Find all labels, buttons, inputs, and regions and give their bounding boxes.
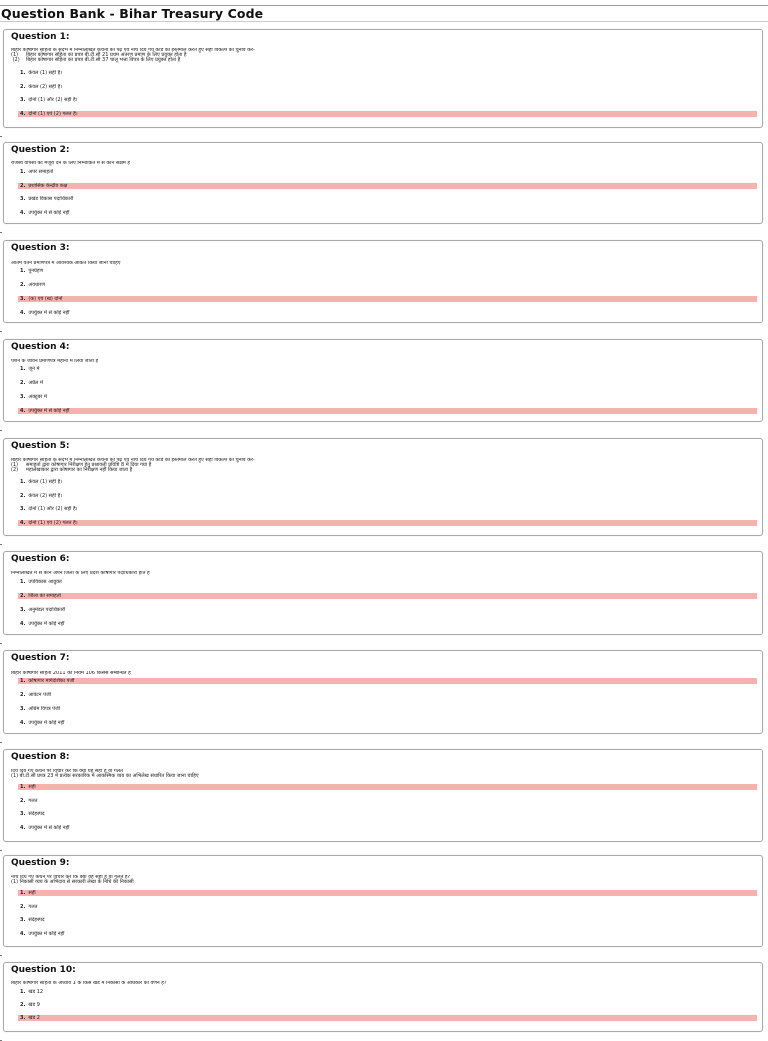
option-label: उपर्युक्त में से कोई नहीं [28,408,70,414]
separator-dot [0,643,2,644]
question-text: बिहार कोषागार संहिता के अध्याय 1 के किस खंड में निकासी के अधिकार का वर्णन है? [11,981,167,986]
question-heading: Question 9: [11,858,70,868]
option-number: 4. [20,621,26,627]
option-number: 4. [20,408,26,414]
option-label: गलत [28,797,38,804]
option-label: पुनर्ग्रहण [28,268,44,274]
option-number: 1. [20,678,26,684]
question-card [3,240,763,323]
option-label: प्रखंड विकास पदाधिकारी [28,196,74,202]
answer-option-highlighted[interactable] [18,296,757,302]
question-text: नीचे दिये गए कथन पर विचार करें कि क्या यह सही है या गलत है? (1) निकासी व्यय के अभिदाय से सरकारी लेखा के निधि की निकासी [11,875,134,885]
option-label: गलत [28,903,38,910]
question-card [3,551,763,635]
option-label: खंड 9 [28,1002,40,1008]
question-card [3,142,763,224]
answer-option[interactable] [20,798,757,804]
option-number: 1. [20,70,26,76]
title-divider [0,21,768,22]
answer-option[interactable] [20,97,757,103]
option-number: 3. [20,296,26,302]
question-card [3,855,763,947]
answer-option-highlighted[interactable] [18,784,757,790]
question-heading: Question 3: [11,243,70,253]
answer-option[interactable] [20,70,757,76]
option-number: 4. [20,310,26,316]
answer-option[interactable] [20,917,757,923]
answer-option[interactable] [20,479,757,485]
option-number: 2. [20,692,26,698]
option-number: 2. [20,593,26,599]
answer-option-highlighted[interactable] [18,890,757,896]
option-number: 2. [20,1002,26,1008]
question-heading: Question 5: [11,441,70,451]
option-number: 1. [20,784,26,790]
separator-dot [0,331,2,332]
option-label: सही [28,784,36,790]
option-number: 3. [20,97,26,103]
question-text: पेंशन के जीवन प्रमाणपत्र महीना में लिया जाता है [11,359,99,364]
separator-dot [0,232,2,233]
answer-option[interactable] [20,169,757,175]
question-heading: Question 6: [11,554,70,564]
question-text: दिये दिये गए कथन पर विचार करें कि क्या यह सही है या गलत (1) बी.टी.सी प्रपत्र 23 में प्रत्येक सरकारिक में आकस्मिक व्यय का अभिलेख संधारित किया जाना चाहिए [11,769,199,779]
option-label: आवंटन पंजी [28,692,52,698]
question-text: अंतिम वेतन प्रमाणपत्र में आवश्यक अंकित किया जाना चाहिए [11,261,121,266]
answer-option[interactable] [20,84,757,90]
question-heading: Question 10: [11,965,76,975]
option-label: केवल (2) सही है। [28,492,63,499]
answer-option[interactable] [20,506,757,512]
option-label: उपर्युक्त में कोई नहीं [28,621,65,627]
answer-option[interactable] [20,210,757,216]
answer-option[interactable] [20,904,757,910]
separator-dot [0,955,2,956]
option-label: सही [28,890,36,896]
option-number: 1. [20,366,26,372]
option-number: 3. [20,1015,26,1021]
option-number: 2. [20,380,26,386]
option-label: अपर समाहर्ता [28,169,54,175]
option-label: अवधारण [28,282,46,288]
answer-option[interactable] [20,380,757,386]
option-number: 2. [20,492,26,499]
option-label: जिला का समाहर्ता [28,593,61,599]
option-number: 4. [20,209,26,216]
answer-option[interactable] [20,607,757,613]
option-label: दोनों (1) एवं (2) गलत है। [28,519,78,526]
option-label: दोनों (1) और (2) सही है। [28,506,78,512]
answer-option[interactable] [20,366,757,372]
option-number: 2. [20,282,26,288]
answer-option-highlighted[interactable] [18,408,757,414]
answer-option[interactable] [20,621,757,627]
option-label: उपर्युक्त में कोई नहीं [28,930,65,937]
option-label: संदेहस्पद [28,811,45,817]
question-heading: Question 1: [11,32,70,42]
answer-option[interactable] [20,196,757,202]
option-number: 1. [20,169,26,175]
answer-option[interactable] [20,825,757,831]
question-card [3,962,763,1032]
option-label: उपर्युक्त में कोई नहीं [28,720,65,726]
option-label: खंड 12 [28,989,44,995]
answer-option[interactable] [20,310,757,316]
question-card [3,339,763,422]
option-number: 2. [20,797,26,804]
option-label: उपर्युक्त में से कोई नहीं [28,824,70,831]
option-label: दोनों (1) एवं (2) गलत है। [28,110,78,117]
option-label: प्रशासिक केन्द्रीय कक्ष [28,182,68,189]
answer-option-highlighted[interactable] [18,183,757,189]
option-number: 2. [20,182,26,189]
option-number: 3. [20,917,26,923]
option-number: 1. [20,890,26,896]
option-number: 3. [20,394,26,400]
answer-option[interactable] [20,706,757,712]
answer-option[interactable] [20,282,757,288]
option-number: 2. [20,83,26,90]
option-label: कोषागार मार्गदर्शिका पंजी [28,678,75,684]
separator-dot [0,742,2,743]
option-number: 4. [20,720,26,726]
answer-option[interactable] [20,493,757,499]
question-text: बिहार कोषागार संहिता 2011 का नियम 106 किससे सम्बन्धित है [11,671,131,676]
option-label: अनुमंडल पदाधिकारी [28,607,66,613]
option-number: 1. [20,579,26,585]
question-heading: Question 8: [11,752,70,762]
option-number: 1. [20,268,26,274]
option-number: 4. [20,519,26,526]
answer-option-highlighted[interactable] [18,111,757,117]
answer-option-highlighted[interactable] [18,678,757,684]
option-number: 3. [20,811,26,817]
separator-dot [0,430,2,431]
question-text: निम्नलिखित में से कौन अपने जिला के लिए प्रदेश कोषागार पदाधिकारी होते है [11,571,150,576]
answer-option[interactable] [20,989,757,995]
question-heading: Question 4: [11,342,70,352]
option-number: 3. [20,607,26,613]
option-number: 3. [20,196,26,202]
question-heading: Question 7: [11,653,70,663]
answer-option[interactable] [20,692,757,698]
option-number: 4. [20,930,26,937]
question-card [3,29,763,128]
option-label: अप्रैल में [28,380,44,386]
option-number: 3. [20,706,26,712]
question-text: बिहार कोषागार संहिता के संदर्भ में निम्नलिखित कथनों को पढ़ें एवं नीचे दिये गये कोड का इस्तेमाल करते हुए सही विकल्प का चुनाव करें- (1) बिहार कोषागार संहिता का प्रपत्र बी.टी.सी 21 प्रथम अंतरण प्रमाण के लिए प्रयुक्त होता है (2) बिहार कोषागार संहिता का प्रपत्र बी.टी.सी 37 चालू भत्ता विपत्र के लिए प्रयुक्त होता है [11,48,255,63]
option-number: 4. [20,824,26,831]
option-number: 4. [20,110,26,117]
answer-option[interactable] [20,268,757,274]
option-label: खंड 2 [28,1015,40,1021]
question-heading: Question 2: [11,145,70,155]
answer-option[interactable] [20,720,757,726]
question-text: राजस्व वापसी की मंजूरी देने के लिए निम्नांकित में से कौन सक्षम है [11,161,131,166]
option-number: 1. [20,989,26,995]
option-label: (क) एवं (ख) दोनों [28,296,63,302]
answer-option-highlighted[interactable] [18,593,757,599]
option-label: केवल (1) सही है। [28,479,63,485]
answer-option-highlighted[interactable] [18,1015,757,1021]
separator-dot [0,544,2,545]
question-text: बिहार कोषागार संहिता के संदर्भ में निम्नलिखित कथनों को पढ़ें एवं नीचे दिये गये कोड का इस्तेमाल करते हुए सही विकल्प का चुनाव करें- (1) समाहर्ता द्वारा कोषागार निरीक्षण हेतु प्रश्नावली प्रविष्टि 8 में दिया गया है (2) महालेखाकार द्वारा कोषागार का निरीक्षण नहीं किया जाता है [11,458,255,473]
option-label: उपविकास आयुक्त [28,579,62,585]
option-label: केवल (2) सही है। [28,83,63,90]
answer-option[interactable] [20,811,757,817]
option-number: 2. [20,903,26,910]
option-label: उपर्युक्त में से कोई नहीं [28,209,70,216]
page-title: Question Bank - Bihar Treasury Code [1,6,264,21]
question-card [3,749,763,842]
option-label: केवल (1) सही है। [28,70,63,76]
option-label: जून में [28,366,40,372]
separator-dot [0,136,2,137]
separator-dot [0,850,2,851]
option-number: 1. [20,479,26,485]
question-card [3,438,763,536]
option-label: संदेहस्पद [28,917,45,923]
answer-option[interactable] [20,394,757,400]
option-label: अक्टूबर में [28,394,47,400]
answer-option[interactable] [20,579,757,585]
answer-option[interactable] [20,1002,757,1008]
option-number: 3. [20,506,26,512]
option-label: दोनों (1) और (2) सही है। [28,97,78,103]
option-label: अग्रिम विपत्र पंजी [28,706,61,712]
question-card [3,650,763,734]
option-label: उपर्युक्त में से कोई नहीं [28,310,70,316]
answer-option[interactable] [20,931,757,937]
answer-option-highlighted[interactable] [18,520,757,526]
